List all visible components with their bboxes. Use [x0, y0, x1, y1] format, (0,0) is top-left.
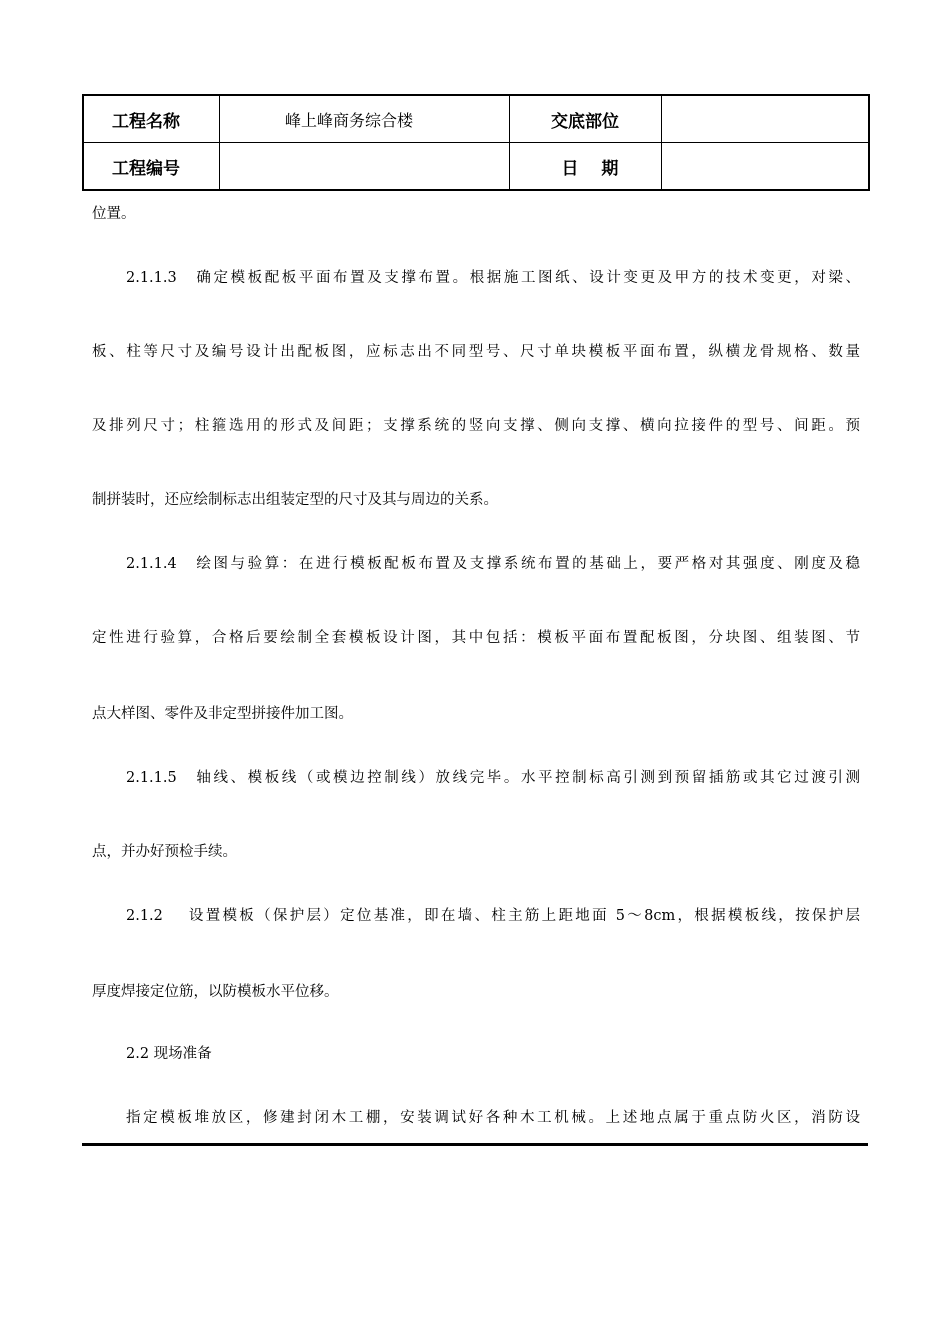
body-line: 厚度焊接定位筋，以防模板水平位移。 [92, 984, 339, 1000]
body-line: 板、柱等尺寸及编号设计出配板图，应标志出不同型号、尺寸单块模板平面布置，纵横龙骨规格、数量 [92, 344, 860, 360]
header-row-2 [83, 143, 869, 191]
section-heading: 2.2 现场准备 [126, 1046, 212, 1062]
project-number-value [219, 143, 509, 191]
header-row-1 [83, 95, 869, 143]
body-line: 位置。 [92, 206, 136, 222]
body-line: 点，并办好预检手续。 [92, 844, 237, 860]
body-line: 点大样图、零件及非定型拼接件加工图。 [92, 706, 353, 722]
project-name-value: 峰上峰商务综合楼 [219, 95, 509, 143]
handover-part-label: 交底部位 [509, 95, 661, 143]
body-line: 2.1.1.3 确定模板配板平面布置及支撑布置。根据施工图纸、设计变更及甲方的技术变更，对梁、 [126, 270, 860, 286]
project-number-label: 工程编号 [83, 143, 219, 191]
body-line: 2.1.1.5 轴线、模板线（或模边控制线）放线完毕。水平控制标高引测到预留插筋或其它过渡引测 [126, 770, 860, 786]
body-line: 及排列尺寸；柱箍选用的形式及间距；支撑系统的竖向支撑、侧向支撑、横向拉接件的型号、间距。预 [92, 418, 860, 434]
date-value [661, 143, 869, 191]
body-line: 2.1.2 设置模板（保护层）定位基准，即在墙、柱主筋上距地面 5～8cm，根据模板线，按保护层 [126, 908, 860, 924]
body-line: 指定模板堆放区，修建封闭木工棚，安装调试好各种木工机械。上述地点属于重点防火区，消防设 [126, 1110, 860, 1126]
body-line: 制拼装时，还应绘制标志出组装定型的尺寸及其与周边的关系。 [92, 492, 498, 508]
project-name-label: 工程名称 [83, 95, 219, 143]
handover-part-value [661, 95, 869, 143]
body-line: 定性进行验算，合格后要绘制全套模板设计图，其中包括：模板平面布置配板图，分块图、组装图、节 [92, 630, 860, 646]
body-line: 2.1.1.4 绘图与验算：在进行模板配板布置及支撑系统布置的基础上，要严格对其强度、刚度及稳 [126, 556, 860, 572]
date-label: 日 期 [509, 143, 661, 191]
header-table [82, 94, 870, 191]
footer-rule [82, 1143, 868, 1146]
